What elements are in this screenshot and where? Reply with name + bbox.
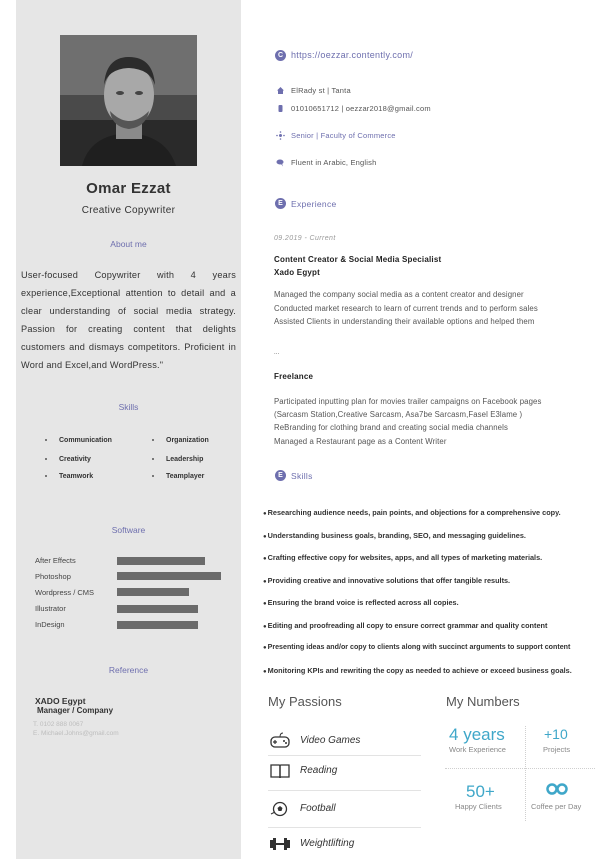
language-icon <box>276 158 285 167</box>
software-bar <box>117 588 189 596</box>
skill-item: Teamplayer <box>152 473 204 480</box>
about-title: About me <box>110 239 147 249</box>
reference-email[interactable]: E. Michael.Johns@gmail.com <box>33 730 119 737</box>
job-title: Content Creator & Social Media Specialist <box>274 255 442 264</box>
skills-title: Skills <box>118 402 139 412</box>
software-bar <box>117 557 205 565</box>
software-bar <box>117 621 198 629</box>
gamepad-icon <box>269 731 291 749</box>
job-line: Participated inputting plan for movies trailer campaigns on Facebook pages <box>274 397 542 406</box>
years-value: 4 <box>449 725 459 744</box>
divider <box>268 755 421 756</box>
football-icon <box>269 800 291 818</box>
ellipsis: ... <box>274 350 280 356</box>
skill-bullet: ● Presenting ideas and/or copy to clients along with succinct arguments to support content <box>263 643 570 651</box>
skill-bullet: ● Monitoring KPIs and rewriting the copy as needed to achieve or exceed business goals. <box>263 666 572 675</box>
skill-bullet: ● Ensuring the brand voice is reflected across all copies. <box>263 598 459 607</box>
reference-phone: T. 0102 888 0067 <box>33 721 84 728</box>
clients-number: 50+ <box>466 782 495 801</box>
infinity-icon <box>542 782 572 796</box>
software-title: Software <box>111 525 146 535</box>
phone-icon <box>276 104 285 113</box>
skill-bullet: ● Researching audience needs, pain points, and objections for a comprehensive copy. <box>263 508 561 517</box>
job-company: Xado Egypt <box>274 268 321 277</box>
divider <box>525 726 526 821</box>
skills-icon: E <box>275 470 286 481</box>
bullet-dot <box>152 458 154 460</box>
passions-title: My Passions <box>268 694 342 709</box>
experience-icon: E <box>275 198 286 209</box>
passion-label: Weightlifting <box>300 838 355 849</box>
skill-item: Communication <box>45 437 112 444</box>
about-text: User-focused Copywriter with 4 years experience,Exceptional attention to detail and a clear understanding of social media strategy. Passion for creating content that delights customers and dismays competitors. Proficient in Word and Excel,and WordPress." <box>21 270 236 370</box>
experience-date: 09.2019 - Current <box>274 235 336 242</box>
years-number <box>449 725 505 745</box>
skills-heading: Skills <box>291 471 313 481</box>
skill-item: Organization <box>152 437 209 444</box>
graduation-icon <box>276 131 285 140</box>
skill-bullet: ● Crafting effective copy for websites, apps, and all types of marketing materials. <box>263 553 542 562</box>
skill-item: Teamwork <box>45 473 93 480</box>
bullet-dot <box>45 475 47 477</box>
divider <box>268 827 421 828</box>
job-line: Managed a Restaurant page as a Content Writer <box>274 437 447 446</box>
clients-label: Happy Clients <box>455 802 502 811</box>
address-text: ElRady st | Tanta <box>291 86 351 95</box>
passion-label: Reading <box>300 765 338 776</box>
link-icon: C <box>275 50 286 61</box>
passion-label: Video Games <box>300 735 361 746</box>
software-bar <box>117 572 221 580</box>
passion-label: Football <box>300 803 336 814</box>
profile-role: Creative Copywriter <box>81 205 176 216</box>
profile-name: Omar Ezzat <box>86 180 171 197</box>
job-line: Conducted market research to learn of current trends and to perform sales <box>274 304 538 313</box>
skill-bullet: ● Providing creative and innovative solutions that offer tangible results. <box>263 576 510 585</box>
job-line: Assisted Clients in understanding their available options and helped them <box>274 317 535 326</box>
bullet-dot <box>45 439 47 441</box>
dumbbell-icon <box>269 835 291 853</box>
languages-text: Fluent in Arabic, English <box>291 158 377 167</box>
job-line: (Sarcasm Station,Creative Sarcasm, Asa7be Sarcasm,Fasel E3lame ) <box>274 410 523 419</box>
years-word: years <box>463 725 505 744</box>
years-label: Work Experience <box>449 745 506 754</box>
job-line: ReBranding for clothing brand and creating social media channels <box>274 423 508 432</box>
skill-item: Leadership <box>152 456 203 463</box>
software-label: Wordpress / CMS <box>35 588 95 597</box>
software-bar <box>117 605 198 613</box>
reference-title: Reference <box>108 665 149 675</box>
reference-role: Manager / Company <box>37 706 114 715</box>
divider <box>268 790 421 791</box>
numbers-title: My Numbers <box>446 694 520 709</box>
reference-company: XADO Egypt <box>35 696 86 706</box>
profile-photo <box>60 35 197 166</box>
bullet-dot <box>152 475 154 477</box>
projects-number: +10 <box>544 726 568 742</box>
bullet-dot <box>152 439 154 441</box>
skill-bullet: ● Editing and proofreading all copy to ensure correct grammar and quality content <box>263 621 547 630</box>
software-label: Illustrator <box>35 604 66 613</box>
home-icon <box>276 86 285 95</box>
job-line: Managed the company social media as a content creator and designer <box>274 290 524 299</box>
skill-bullet: ● Understanding business goals, branding, SEO, and messaging guidelines. <box>263 531 526 540</box>
software-label: InDesign <box>35 620 65 629</box>
experience-title: Experience <box>291 199 337 209</box>
software-label: Photoshop <box>35 572 71 581</box>
skill-item: Creativity <box>45 456 91 463</box>
coffee-label: Coffee per Day <box>531 802 582 811</box>
software-label: After Effects <box>35 556 76 565</box>
divider <box>445 768 595 769</box>
portfolio-link[interactable]: https://oezzar.contently.com/ <box>291 50 414 60</box>
book-icon <box>269 762 291 780</box>
projects-label: Projects <box>543 745 571 754</box>
phone-email-text: 01010651712 | oezzar2018@gmail.com <box>291 104 431 113</box>
education-text: Senior | Faculty of Commerce <box>291 131 396 140</box>
bullet-dot <box>45 458 47 460</box>
job-title: Freelance <box>274 372 314 381</box>
